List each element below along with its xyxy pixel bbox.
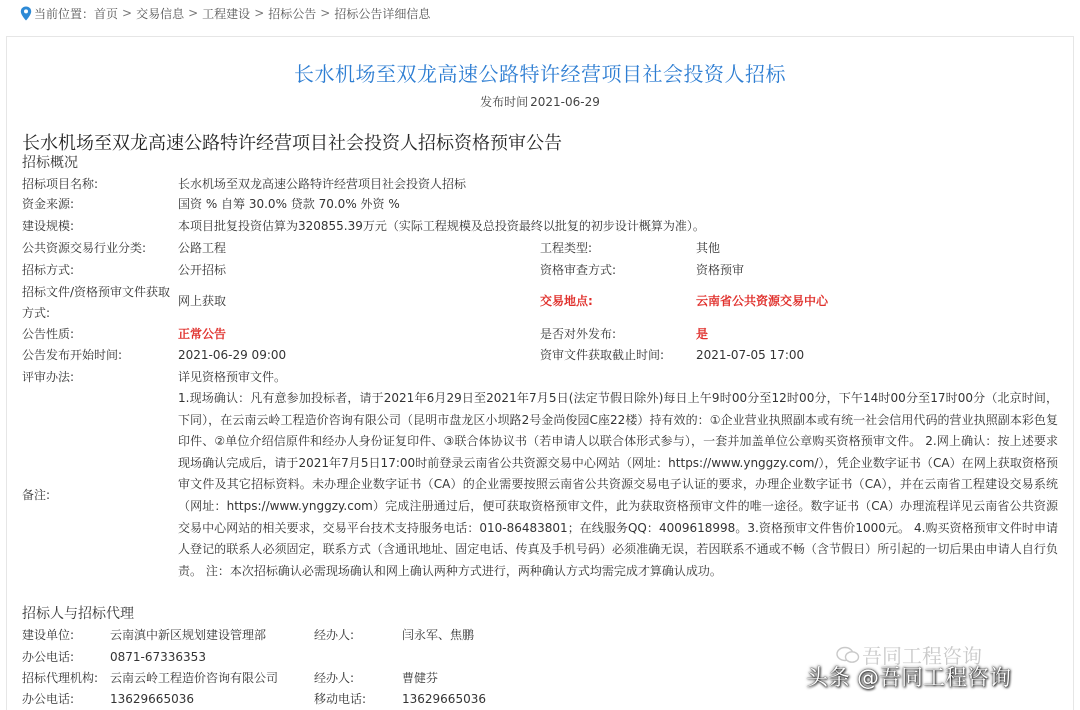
start-time-label: 公告发布开始时间:	[22, 348, 123, 362]
funding-label: 资金来源:	[22, 197, 75, 211]
publish-time-label: 发布时间	[480, 95, 529, 109]
project-type-value: 其他	[696, 241, 721, 255]
owner-contact-label: 经办人:	[314, 628, 355, 642]
industry-value: 公路工程	[178, 241, 227, 255]
breadcrumb-home[interactable]: 首页	[94, 6, 119, 21]
breadcrumb-prefix: 当前位置：	[34, 6, 95, 21]
doc-get-value: 网上获取	[178, 294, 227, 308]
review-method-value: 资格预审	[696, 263, 745, 277]
breadcrumb-current: 招标公告详细信息	[334, 6, 431, 21]
agent-contact-value: 曹健芬	[402, 671, 439, 685]
industry-label: 公共资源交易行业分类:	[22, 241, 147, 255]
start-time-value: 2021-06-29 09:00	[178, 348, 287, 362]
breadcrumb-trade-info[interactable]: 交易信息	[136, 6, 185, 21]
overview-section-title: 招标概况	[22, 155, 78, 171]
remark-label: 备注:	[22, 488, 51, 502]
owner-value: 云南滇中新区规划建设管理部	[110, 628, 267, 642]
agent-phone-label: 办公电话:	[22, 692, 75, 706]
project-name-label: 招标项目名称:	[22, 177, 99, 191]
doc-get-label-line1: 招标文件/资格预审文件获取	[22, 285, 171, 299]
agent-mobile-label: 移动电话:	[314, 692, 367, 706]
evaluation-label: 评审办法:	[22, 370, 75, 384]
location-value: 云南省公共资源交易中心	[696, 294, 829, 308]
agent-contact-label: 经办人:	[314, 671, 355, 685]
agent-value: 云南云岭工程造价咨询有限公司	[110, 671, 279, 685]
publish-time-value: 2021-06-29	[530, 95, 600, 109]
review-method-label: 资格审查方式:	[540, 263, 617, 277]
external-publish-label: 是否对外发布:	[540, 327, 617, 341]
breadcrumb-construction[interactable]: 工程建设	[202, 6, 251, 21]
funding-value: 国资 % 自筹 30.0% 贷款 70.0% 外资 %	[178, 197, 400, 211]
nature-label: 公告性质:	[22, 327, 75, 341]
notice-heading: 长水机场至双龙高速公路特许经营项目社会投资人招标资格预审公告	[22, 133, 562, 154]
agent-phone-value: 13629665036	[110, 692, 194, 706]
owner-contact-value: 闫永军、焦鹏	[402, 628, 475, 642]
page-title: 长水机场至双龙高速公路特许经营项目社会投资人招标	[294, 62, 786, 86]
agent-label: 招标代理机构:	[22, 671, 99, 685]
parties-section-title: 招标人与招标代理	[22, 606, 134, 622]
breadcrumb-separator: >	[254, 6, 265, 20]
breadcrumb-tender-notice[interactable]: 招标公告	[268, 6, 317, 21]
breadcrumb	[0, 0, 1080, 26]
publish-time	[0, 93, 1080, 110]
tender-method-label: 招标方式:	[22, 263, 75, 277]
project-type-label: 工程类型:	[540, 241, 593, 255]
deadline-label: 资审文件获取截止时间:	[540, 348, 665, 362]
wechat-watermark: 吾同工程咨询	[862, 644, 982, 668]
agent-mobile-value: 13629665036	[402, 692, 486, 706]
project-name-value: 长水机场至双龙高速公路特许经营项目社会投资人招标	[178, 177, 467, 191]
external-publish-value: 是	[696, 327, 709, 341]
scale-value: 本项目批复投资估算为320855.39万元（实际工程规模及总投资最终以批复的初步设计概算为准）。	[178, 219, 705, 233]
doc-get-label-line2: 方式:	[22, 306, 51, 320]
breadcrumb-separator: >	[188, 6, 199, 20]
breadcrumb-separator: >	[320, 6, 331, 20]
location-pin-icon	[20, 6, 32, 21]
evaluation-value: 详见资格预审文件。	[178, 370, 287, 384]
scale-label: 建设规模:	[22, 219, 75, 233]
nature-value: 正常公告	[178, 327, 227, 341]
owner-label: 建设单位:	[22, 628, 75, 642]
breadcrumb-separator: >	[122, 6, 133, 20]
toutiao-watermark: 头条 @吾同工程咨询	[806, 666, 1011, 691]
location-label: 交易地点:	[540, 294, 593, 308]
remark-text: 1.现场确认：凡有意参加投标者，请于2021年6月29日至2021年7月5日(法定节假日除外)每日上午9时00分至12时00分，下午14时00分至17时00分（北京时间，下同），在云南云岭工程造价咨询有限公司（昆明市盘龙区小坝路2号金尚俊园C座22楼）持有效的：①企业营业执照副本或有统一社会信用代码的营业执照副本彩色复印件、②单位介绍信原件和经办人身份证复印件、③联合体协议书（若申请人以联合体形式参与），一套并加盖单位公章购买资格预审文件。 2.网上确认：按上述要求现场确认完成后，请于2021年7月5日17:00时前登录云南省公共资源交易中心网站（网址：https://www.ynggzy.com/），凭企业数字证书（CA）在网上获取资格预审文件及其它招标资料。未办理企业数字证书（CA）的企业需要按照云南省公共资源交易电子认证的要求，办理企业数字证书（CA），并在云南省工程建设交易系统（网址：https://www.ynggzy.com）完成注册通过后，便可获取资格预审文件，此为获取资格预审文件的唯一途径。数字证书（CA）办理流程详见云南省公共资源交易中心网站的相关要求，交易平台技术支持服务电话：010-86483801；在线服务QQ：4009618998。3.资格预审文件售价1000元。 4.购买资格预审文件时申请人登记的联系人必须固定，联系方式（含通讯地址、固定电话、传真及手机号码）必须准确无误，若因联系不通或不畅（含节假日）所引起的一切后果由申请人自行负责。 注：本次招标确认必需现场确认和网上确认两种方式进行，两种确认方式均需完成才算确认成功。	[178, 391, 1058, 578]
owner-phone-value: 0871-67336353	[110, 650, 206, 664]
owner-phone-label: 办公电话:	[22, 650, 75, 664]
tender-method-value: 公开招标	[178, 263, 227, 277]
deadline-value: 2021-07-05 17:00	[696, 348, 805, 362]
